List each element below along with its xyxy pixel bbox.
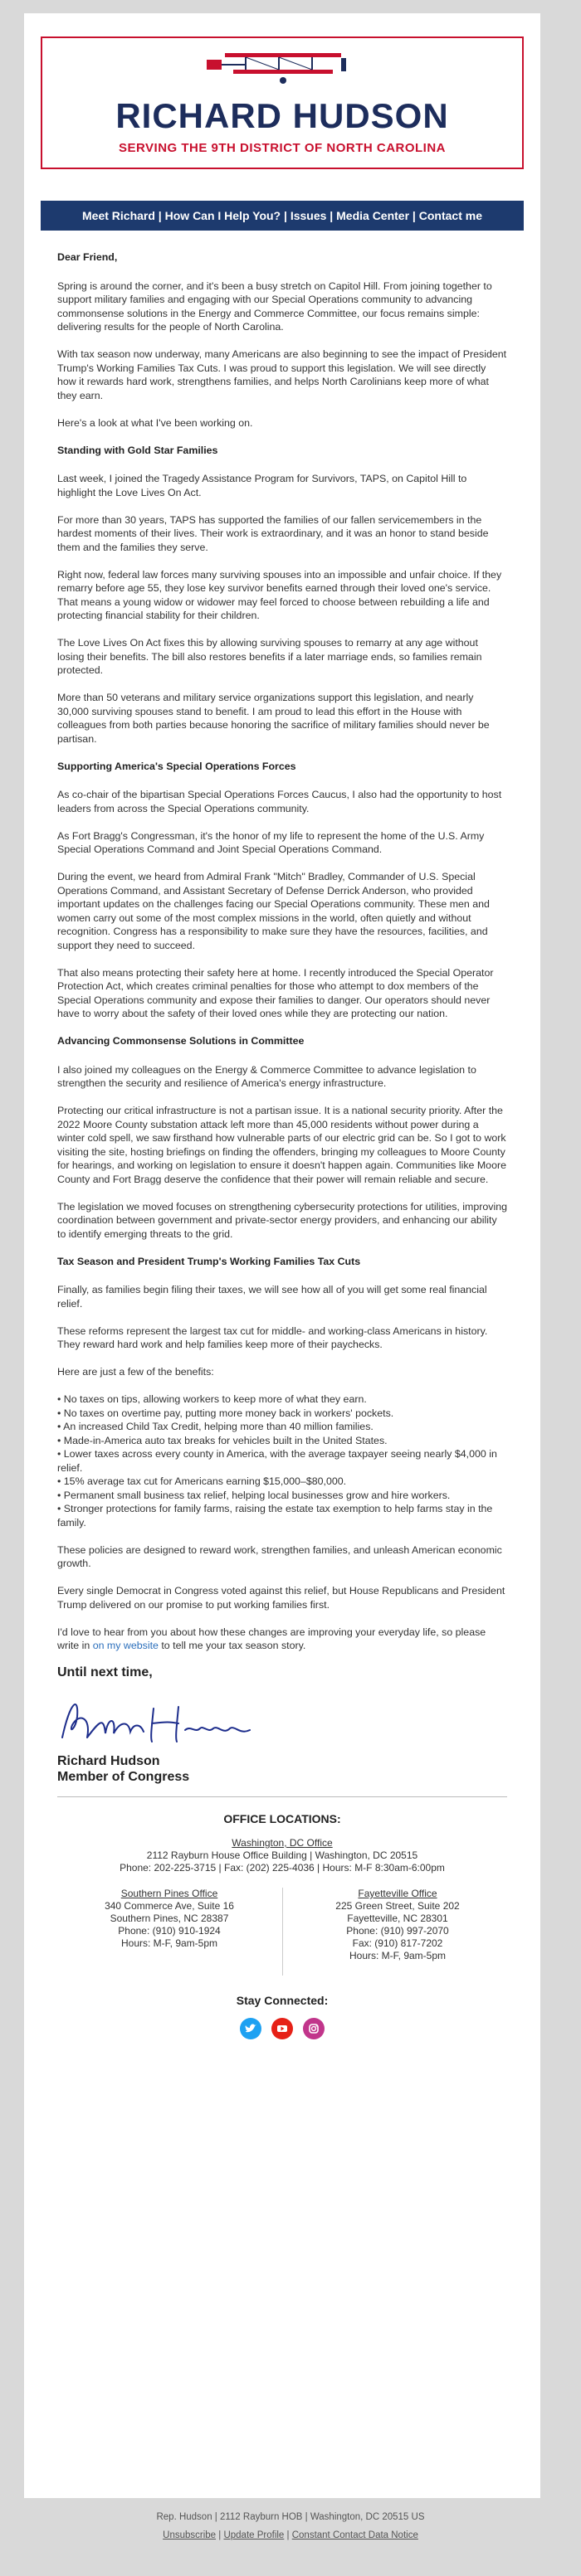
signature-name: Richard Hudson: [57, 1753, 160, 1768]
signature-title: Member of Congress: [57, 1769, 190, 1784]
nav-issues[interactable]: Issues: [290, 209, 327, 222]
paragraph: [57, 1626, 507, 1653]
footer-separator: |: [284, 2530, 292, 2540]
list-item: • No taxes on overtime pay, putting more money back in workers' pockets.: [57, 1407, 394, 1419]
update-profile-link[interactable]: Update Profile: [223, 2530, 285, 2540]
paragraph: These reforms represent the largest tax cut for middle- and working-class Americans in history. They reward hard work and help families keep more of their paychecks.: [57, 1324, 488, 1350]
local-offices: [57, 1888, 507, 1976]
youtube-icon[interactable]: [271, 2018, 293, 2039]
fayetteville-office: [294, 1888, 501, 1962]
signoff: Until next time,: [57, 1665, 153, 1679]
letter-body: [57, 250, 507, 2039]
logo-subtitle: SERVING THE 9TH DISTRICT OF NORTH CAROLINA: [118, 141, 447, 155]
list-item: • Permanent small business tax relief, helping local businesses grow and hire workers.: [57, 1489, 451, 1501]
dc-office-address: 2112 Rayburn House Office Building | Washington, DC 20515: [146, 1849, 418, 1861]
benefits-list: [57, 1392, 507, 1529]
nav-media-center[interactable]: Media Center: [336, 209, 410, 222]
nav-meet-richard[interactable]: Meet Richard: [82, 209, 155, 222]
nav-separator: |: [409, 209, 419, 222]
southern-pines-office: [66, 1888, 273, 1950]
stay-connected-title: Stay Connected:: [236, 1994, 329, 2007]
instagram-icon[interactable]: [303, 2018, 325, 2039]
section-heading: Tax Season and President Trump's Working Families Tax Cuts: [57, 1255, 361, 1267]
office-line: Hours: M-F, 9am-5pm: [120, 1937, 218, 1949]
logo-name: RICHARD HUDSON: [115, 96, 449, 135]
social-links: [57, 2018, 507, 2039]
list-item: • 15% average tax cut for Americans earning $15,000–$80,000.: [57, 1475, 347, 1487]
nav-separator: |: [326, 209, 337, 222]
list-item: • An increased Child Tax Credit, helping more than 40 million families.: [57, 1421, 374, 1432]
paragraph: During the event, we heard from Admiral Frank "Mitch" Bradley, Commander of U.S. Special Operations Command, and Assistant Secretary of Defense Derrick Anderson, who provided important updates on the challenges facing our Special Operations community. These men and women carry out some of the most complex missions in the world, often quietly and without recognition. Congress has a responsibility to make sure they have the resources, facilities, and support they need to succeed.: [57, 871, 490, 951]
section-heading: Advancing Commonsense Solutions in Committee: [57, 1035, 305, 1047]
footer: [0, 2508, 581, 2544]
office-line: Phone: (910) 997-2070: [346, 1925, 449, 1937]
list-item: • Stronger protections for family farms, raising the estate tax exemption to help farms stay in the family.: [57, 1503, 493, 1529]
twitter-icon[interactable]: [240, 2018, 261, 2039]
nav-contact-me[interactable]: Contact me: [418, 209, 482, 222]
list-item: • Lower taxes across every county in America, with the average taxpayer seeing nearly $4,000 in relief.: [57, 1448, 497, 1474]
paragraph-text: I'd love to hear from you about how these changes are improving your everyday life, so please write in: [57, 1626, 486, 1651]
paragraph: Finally, as families begin filing their taxes, we will see how all of you will get some real financial relief.: [57, 1284, 487, 1310]
fayetteville-office-link[interactable]: Fayetteville Office: [358, 1888, 437, 1899]
biplane-icon: [200, 43, 366, 93]
paragraph-text: to tell me your tax season story.: [158, 1640, 306, 1651]
paragraph: More than 50 veterans and military service organizations support this legislation, and nearly 30,000 surviving spouses stand to benefit. I am proud to lead this effort in the House with colleagues from both parties because honoring the sacrifice of military families should never be partisan.: [57, 692, 490, 745]
southern-pines-office-link[interactable]: Southern Pines Office: [120, 1888, 218, 1899]
footer-separator: |: [216, 2530, 224, 2540]
paragraph: Spring is around the corner, and it's been a busy stretch on Capitol Hill. From joining together to support military families and engaging with our Special Operations community to advancing commonsense solutions in the Energy and Commerce Committee, our focus remains simple: delivering results for the people of North Carolina.: [57, 279, 492, 333]
signature-image: [54, 1692, 270, 1750]
footer-address: Rep. Hudson | 2112 Rayburn HOB | Washington, DC 20515 US: [156, 2512, 425, 2522]
logo[interactable]: [41, 36, 524, 169]
newsletter-card: [24, 13, 540, 2498]
nav-bar: [41, 201, 524, 231]
footer-links: [0, 2526, 581, 2544]
paragraph: That also means protecting their safety here at home. I recently introduced the Special Operator Protection Act, which creates criminal penalties for those who attempt to dox members of the Special Operations community and expose their families to danger. Our operators should never have to worry about the safety of their loved ones while they are protecting our nation.: [57, 966, 494, 1019]
dc-office-link[interactable]: Washington, DC Office: [232, 1837, 333, 1849]
paragraph: For more than 30 years, TAPS has supported the families of our fallen servicemembers in the hardest moments of their lives. Their work is extraordinary, and it was an honor to stand beside them and the families they serve.: [57, 513, 489, 553]
offices-title: OFFICE LOCATIONS:: [223, 1811, 341, 1825]
nav-how-can-i-help[interactable]: How Can I Help You?: [164, 209, 281, 222]
paragraph: Last week, I joined the Tragedy Assistance Program for Survivors, TAPS, on Capitol Hill to highlight the Love Lives On Act.: [57, 473, 467, 498]
list-item: • Made-in-America auto tax breaks for vehicles built in the United States.: [57, 1434, 388, 1446]
office-line: 340 Commerce Ave, Suite 16: [105, 1900, 234, 1912]
dc-office: [57, 1837, 507, 1874]
office-line: Hours: M-F, 9am-5pm: [349, 1950, 447, 1961]
paragraph: The Love Lives On Act fixes this by allowing surviving spouses to remarry at any age without losing their benefits. The bill also restores benefits if a later marriage ends, so families remain protected.: [57, 637, 482, 676]
paragraph: Here's a look at what I've been working on.: [57, 416, 253, 429]
paragraph: The legislation we moved focuses on strengthening cybersecurity protections for utilities, improving coordination between government and private-sector energy providers, and enhancing our ability to identify emerging threats to the grid.: [57, 1200, 508, 1240]
nav-separator: |: [281, 209, 290, 222]
list-item: • No taxes on tips, allowing workers to keep more of what they earn.: [57, 1393, 367, 1405]
office-line: Southern Pines, NC 28387: [110, 1913, 229, 1924]
paragraph: Protecting our critical infrastructure is not a partisan issue. It is a national security priority. After the 2022 Moore County substation attack left more than 45,000 residents without power during a winter cold spell, we saw firsthand how vulnerable parts of our electric grid can be. So I got to work visiting the site, hosting briefings on finding the offenders, bringing my colleagues to Moore County for hearings, and working on legislation to ensure it doesn't happen again. Communities like Moore County and Fort Bragg deserve the confidence that their power will remain reliable and secure.: [57, 1105, 506, 1185]
paragraph: As Fort Bragg's Congressman, it's the honor of my life to represent the home of the U.S. Army Special Operations Command and Joint Special Operations Command.: [57, 829, 485, 855]
paragraph: Every single Democrat in Congress voted against this relief, but House Republicans and President Trump delivered on our promise to put working families first.: [57, 1585, 505, 1611]
column-divider: [282, 1888, 283, 1976]
paragraph: Right now, federal law forces many surviving spouses into an impossible and unfair choice. If they remarry before age 55, they lose key survivor benefits earned through their loved one's service. That means a young widow or widower may feel forced to choose between rebuilding a life and protecting financial stability for their children.: [57, 568, 502, 621]
office-line: Fax: (910) 817-7202: [352, 1937, 443, 1949]
dc-office-contact: Phone: 202-225-3715 | Fax: (202) 225-4036 | Hours: M-F 8:30am-6:00pm: [120, 1862, 445, 1874]
greeting: Dear Friend,: [57, 251, 118, 263]
office-line: Phone: (910) 910-1924: [118, 1925, 221, 1937]
paragraph: These policies are designed to reward work, strengthen families, and unleash American economic growth.: [57, 1543, 502, 1569]
paragraph: With tax season now underway, many Americans are also beginning to see the impact of President Trump's Working Families Tax Cuts. I was proud to support this legislation. We will see directly how it rewards hard work, strengthens families, and helps North Carolinians keep more of what they earn.: [57, 348, 507, 401]
unsubscribe-link[interactable]: Unsubscribe: [163, 2530, 217, 2540]
office-line: 225 Green Street, Suite 202: [335, 1900, 460, 1912]
divider: [57, 1796, 507, 1797]
office-line: Fayetteville, NC 28301: [347, 1913, 448, 1924]
header: [24, 13, 540, 192]
website-link[interactable]: on my website: [92, 1640, 159, 1651]
paragraph: As co-chair of the bipartisan Special Operations Forces Caucus, I also had the opportunity to host leaders from across the Special Operations community.: [57, 789, 502, 814]
nav-separator: |: [154, 209, 165, 222]
paragraph: Here are just a few of the benefits:: [57, 1366, 214, 1378]
paragraph: I also joined my colleagues on the Energy & Commerce Committee to advance legislation to strengthen the security and resilience of America's energy infrastructure.: [57, 1063, 476, 1089]
data-notice-link[interactable]: Constant Contact Data Notice: [291, 2530, 418, 2540]
section-heading: Supporting America's Special Operations Forces: [57, 760, 296, 772]
section-heading: Standing with Gold Star Families: [57, 444, 218, 456]
